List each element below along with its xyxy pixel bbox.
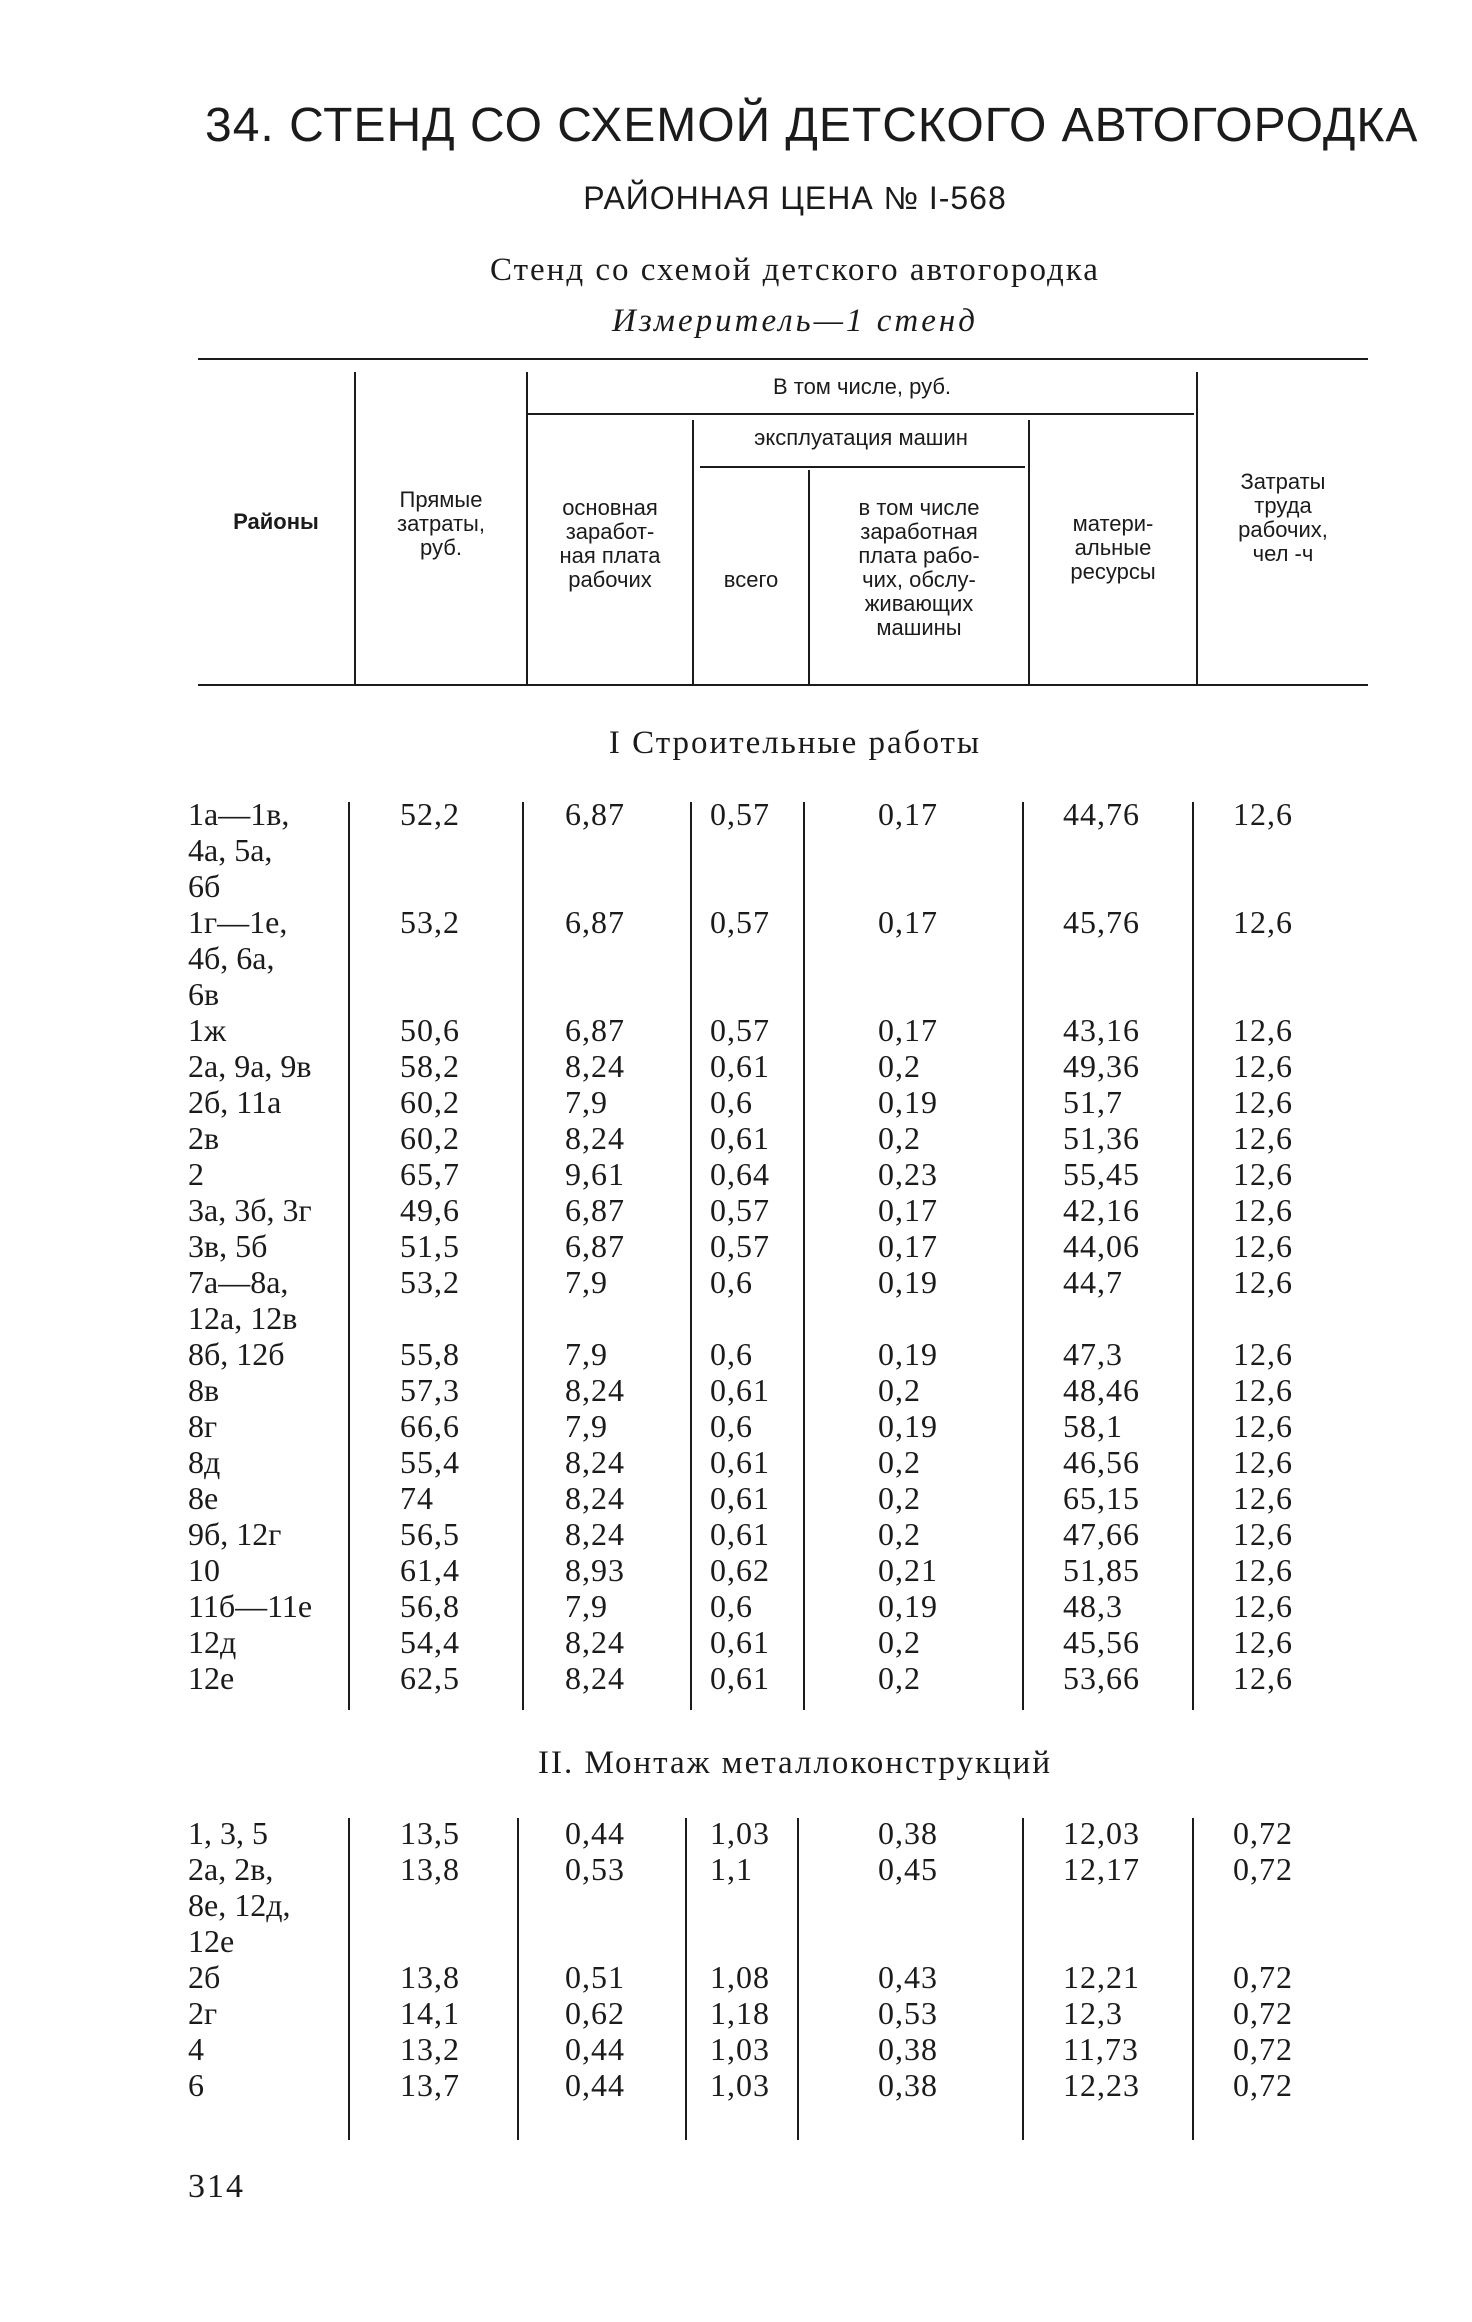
materials-cell: 47,3 xyxy=(1063,1336,1123,1372)
machine-wage-cell: 0,38 xyxy=(878,2067,938,2103)
machine-wage-cell: 0,45 xyxy=(878,1851,938,1887)
table-row xyxy=(0,1264,1472,1336)
machines-total-cell: 1,08 xyxy=(710,1959,770,1995)
column-divider xyxy=(690,802,692,1710)
materials-cell: 11,73 xyxy=(1063,2031,1139,2067)
district-cell: 2в xyxy=(188,1120,220,1156)
table-row xyxy=(0,1815,1472,1851)
materials-cell: 55,45 xyxy=(1063,1156,1140,1192)
machine-wage-cell: 0,19 xyxy=(878,1264,938,1300)
direct-cost-cell: 58,2 xyxy=(400,1048,460,1084)
district-cell: 7а—8а, 12а, 12в xyxy=(188,1264,298,1336)
labor-cell: 12,6 xyxy=(1233,1444,1293,1480)
labor-cell: 12,6 xyxy=(1233,1336,1293,1372)
machines-total-cell: 0,6 xyxy=(710,1588,753,1624)
labor-cell: 12,6 xyxy=(1233,1588,1293,1624)
machine-wage-cell: 0,19 xyxy=(878,1084,938,1120)
base-wage-cell: 0,44 xyxy=(565,2031,625,2067)
table-row xyxy=(0,1552,1472,1588)
column-divider xyxy=(1192,802,1194,1710)
machine-wage-cell: 0,2 xyxy=(878,1660,921,1696)
machines-total-cell: 0,6 xyxy=(710,1408,753,1444)
base-wage-cell: 8,24 xyxy=(565,1624,625,1660)
direct-cost-cell: 53,2 xyxy=(400,1264,460,1300)
labor-cell: 12,6 xyxy=(1233,1480,1293,1516)
materials-cell: 12,21 xyxy=(1063,1959,1140,1995)
materials-cell: 48,46 xyxy=(1063,1372,1140,1408)
base-wage-cell: 0,44 xyxy=(565,1815,625,1851)
page-number: 314 xyxy=(188,2168,245,2205)
table-row xyxy=(0,1516,1472,1552)
base-wage-cell: 7,9 xyxy=(565,1588,608,1624)
machines-total-cell: 0,6 xyxy=(710,1264,753,1300)
machine-wage-cell: 0,17 xyxy=(878,1228,938,1264)
machine-wage-cell: 0,2 xyxy=(878,1120,921,1156)
table-row xyxy=(0,1084,1472,1120)
base-wage-cell: 0,62 xyxy=(565,1995,625,2031)
materials-cell: 43,16 xyxy=(1063,1012,1140,1048)
machine-wage-cell: 0,2 xyxy=(878,1048,921,1084)
district-cell: 2 xyxy=(188,1156,204,1192)
materials-cell: 48,3 xyxy=(1063,1588,1123,1624)
direct-cost-cell: 57,3 xyxy=(400,1372,460,1408)
labor-cell: 12,6 xyxy=(1233,904,1293,940)
machines-total-cell: 0,57 xyxy=(710,1228,770,1264)
table-top-rule xyxy=(198,358,1368,360)
table-row xyxy=(0,1336,1472,1372)
table-row xyxy=(0,1444,1472,1480)
materials-cell: 53,66 xyxy=(1063,1660,1140,1696)
labor-cell: 12,6 xyxy=(1233,1372,1293,1408)
district-cell: 9б, 12г xyxy=(188,1516,282,1552)
table-row xyxy=(0,796,1472,904)
materials-cell: 12,23 xyxy=(1063,2067,1140,2103)
measure-unit: Измеритель—1 стенд xyxy=(612,303,978,339)
district-cell: 2б xyxy=(188,1959,221,1995)
column-divider xyxy=(348,1818,350,2140)
materials-cell: 44,7 xyxy=(1063,1264,1123,1300)
district-cell: 12е xyxy=(188,1660,235,1696)
table-row xyxy=(0,1156,1472,1192)
materials-cell: 51,85 xyxy=(1063,1552,1140,1588)
direct-cost-cell: 51,5 xyxy=(400,1228,460,1264)
header-districts: Районы xyxy=(233,509,319,534)
district-cell: 1ж xyxy=(188,1012,227,1048)
direct-cost-cell: 13,7 xyxy=(400,2067,460,2103)
labor-cell: 0,72 xyxy=(1233,1959,1293,1995)
table-row xyxy=(0,1851,1472,1959)
machines-total-cell: 0,57 xyxy=(710,796,770,832)
column-divider xyxy=(803,802,805,1710)
materials-cell: 65,15 xyxy=(1063,1480,1140,1516)
header-machine-wage: в том числе заработная плата рабо- чих, обслу- живающих машины xyxy=(858,495,980,640)
machine-wage-cell: 0,19 xyxy=(878,1408,938,1444)
labor-cell: 0,72 xyxy=(1233,1851,1293,1887)
base-wage-cell: 7,9 xyxy=(565,1336,608,1372)
base-wage-cell: 8,24 xyxy=(565,1372,625,1408)
direct-cost-cell: 14,1 xyxy=(400,1995,460,2031)
machine-wage-cell: 0,2 xyxy=(878,1372,921,1408)
labor-cell: 12,6 xyxy=(1233,796,1293,832)
direct-cost-cell: 56,8 xyxy=(400,1588,460,1624)
section-title: II. Монтаж металлоконструкций xyxy=(538,1745,1052,1781)
materials-cell: 45,56 xyxy=(1063,1624,1140,1660)
base-wage-cell: 6,87 xyxy=(565,1012,625,1048)
table-row xyxy=(0,904,1472,1012)
direct-cost-cell: 65,7 xyxy=(400,1156,460,1192)
table-row xyxy=(0,1959,1472,1995)
materials-cell: 12,3 xyxy=(1063,1995,1123,2031)
labor-cell: 12,6 xyxy=(1233,1048,1293,1084)
machines-total-cell: 0,61 xyxy=(710,1624,770,1660)
base-wage-cell: 7,9 xyxy=(565,1264,608,1300)
direct-cost-cell: 66,6 xyxy=(400,1408,460,1444)
machine-wage-cell: 0,17 xyxy=(878,1012,938,1048)
machine-wage-cell: 0,23 xyxy=(878,1156,938,1192)
machines-total-cell: 1,03 xyxy=(710,2031,770,2067)
machine-wage-cell: 0,43 xyxy=(878,1959,938,1995)
machines-total-cell: 0,61 xyxy=(710,1372,770,1408)
machines-total-cell: 0,61 xyxy=(710,1048,770,1084)
labor-cell: 12,6 xyxy=(1233,1192,1293,1228)
machines-total-cell: 0,61 xyxy=(710,1516,770,1552)
materials-cell: 47,66 xyxy=(1063,1516,1140,1552)
table-row xyxy=(0,1660,1472,1696)
machines-rule xyxy=(700,466,1025,468)
machines-total-cell: 0,61 xyxy=(710,1444,770,1480)
column-divider xyxy=(1022,1818,1024,2140)
materials-cell: 51,36 xyxy=(1063,1120,1140,1156)
machine-wage-cell: 0,17 xyxy=(878,796,938,832)
table-row xyxy=(0,2067,1472,2103)
materials-cell: 12,17 xyxy=(1063,1851,1140,1887)
base-wage-cell: 8,24 xyxy=(565,1120,625,1156)
header-bottom-rule xyxy=(198,684,1368,686)
district-cell: 2а, 9а, 9в xyxy=(188,1048,312,1084)
direct-cost-cell: 50,6 xyxy=(400,1012,460,1048)
materials-cell: 12,03 xyxy=(1063,1815,1140,1851)
header-machines-total: всего xyxy=(723,567,779,592)
section-rows xyxy=(0,796,1472,1696)
materials-cell: 44,06 xyxy=(1063,1228,1140,1264)
table-row xyxy=(0,1995,1472,2031)
table-row xyxy=(0,1012,1472,1048)
section-title: I Строительные работы xyxy=(608,725,982,761)
district-cell: 3а, 3б, 3г xyxy=(188,1192,312,1228)
labor-cell: 12,6 xyxy=(1233,1156,1293,1192)
materials-cell: 46,56 xyxy=(1063,1444,1140,1480)
column-divider xyxy=(1192,1818,1194,2140)
header-divider xyxy=(692,420,694,684)
base-wage-cell: 6,87 xyxy=(565,904,625,940)
table-row xyxy=(0,1192,1472,1228)
machine-wage-cell: 0,19 xyxy=(878,1588,938,1624)
machines-total-cell: 1,1 xyxy=(710,1851,753,1887)
district-cell: 10 xyxy=(188,1552,220,1588)
base-wage-cell: 6,87 xyxy=(565,796,625,832)
header-base-wage: основная заработ- ная плата рабочих xyxy=(559,495,661,592)
district-cell: 1, 3, 5 xyxy=(188,1815,268,1851)
district-cell: 8е xyxy=(188,1480,219,1516)
column-divider xyxy=(685,1818,687,2140)
base-wage-cell: 0,51 xyxy=(565,1959,625,1995)
price-code: РАЙОННАЯ ЦЕНА № I-568 xyxy=(583,180,1007,216)
base-wage-cell: 8,24 xyxy=(565,1516,625,1552)
district-cell: 11б—11е xyxy=(188,1588,313,1624)
table-row xyxy=(0,1048,1472,1084)
header-direct-costs: Прямые затраты, руб. xyxy=(397,487,485,560)
table-row xyxy=(0,1120,1472,1156)
labor-cell: 0,72 xyxy=(1233,1815,1293,1851)
labor-cell: 12,6 xyxy=(1233,1120,1293,1156)
machines-total-cell: 0,64 xyxy=(710,1156,770,1192)
district-cell: 8в xyxy=(188,1372,220,1408)
direct-cost-cell: 13,2 xyxy=(400,2031,460,2067)
machine-wage-cell: 0,2 xyxy=(878,1444,921,1480)
machine-wage-cell: 0,2 xyxy=(878,1516,921,1552)
table-row xyxy=(0,2031,1472,2067)
direct-cost-cell: 54,4 xyxy=(400,1624,460,1660)
machine-wage-cell: 0,2 xyxy=(878,1480,921,1516)
district-cell: 2г xyxy=(188,1995,218,2031)
machine-wage-cell: 0,38 xyxy=(878,1815,938,1851)
machines-total-cell: 0,57 xyxy=(710,904,770,940)
direct-cost-cell: 74 xyxy=(400,1480,434,1516)
machines-total-cell: 0,6 xyxy=(710,1084,753,1120)
labor-cell: 12,6 xyxy=(1233,1660,1293,1696)
direct-cost-cell: 61,4 xyxy=(400,1552,460,1588)
direct-cost-cell: 60,2 xyxy=(400,1084,460,1120)
district-cell: 3в, 5б xyxy=(188,1228,268,1264)
machines-total-cell: 0,61 xyxy=(710,1660,770,1696)
direct-cost-cell: 13,5 xyxy=(400,1815,460,1851)
direct-cost-cell: 13,8 xyxy=(400,1959,460,1995)
header-machines: эксплуатация машин xyxy=(754,425,968,450)
labor-cell: 12,6 xyxy=(1233,1084,1293,1120)
labor-cell: 12,6 xyxy=(1233,1552,1293,1588)
incl-rule xyxy=(526,413,1194,415)
machine-wage-cell: 0,53 xyxy=(878,1995,938,2031)
table-row xyxy=(0,1480,1472,1516)
district-cell: 8г xyxy=(188,1408,218,1444)
header-labor: Затраты труда рабочих, чел -ч xyxy=(1238,469,1328,566)
labor-cell: 0,72 xyxy=(1233,2031,1293,2067)
labor-cell: 12,6 xyxy=(1233,1408,1293,1444)
direct-cost-cell: 49,6 xyxy=(400,1192,460,1228)
district-cell: 4 xyxy=(188,2031,204,2067)
labor-cell: 12,6 xyxy=(1233,1516,1293,1552)
base-wage-cell: 8,93 xyxy=(565,1552,625,1588)
machines-total-cell: 0,57 xyxy=(710,1192,770,1228)
column-divider xyxy=(1022,802,1024,1710)
column-divider xyxy=(797,1818,799,2140)
machines-total-cell: 1,18 xyxy=(710,1995,770,2031)
direct-cost-cell: 13,8 xyxy=(400,1851,460,1887)
machine-wage-cell: 0,17 xyxy=(878,1192,938,1228)
district-cell: 6 xyxy=(188,2067,204,2103)
materials-cell: 51,7 xyxy=(1063,1084,1123,1120)
column-divider xyxy=(522,802,524,1710)
base-wage-cell: 8,24 xyxy=(565,1480,625,1516)
header-materials: матери- альные ресурсы xyxy=(1070,511,1156,584)
labor-cell: 12,6 xyxy=(1233,1624,1293,1660)
machine-wage-cell: 0,2 xyxy=(878,1624,921,1660)
machines-total-cell: 1,03 xyxy=(710,1815,770,1851)
materials-cell: 45,76 xyxy=(1063,904,1140,940)
machines-total-cell: 1,03 xyxy=(710,2067,770,2103)
machine-wage-cell: 0,38 xyxy=(878,2031,938,2067)
district-cell: 8д xyxy=(188,1444,221,1480)
page-title: 34. СТЕНД СО СХЕМОЙ ДЕТСКОГО АВТОГОРОДКА xyxy=(205,99,1419,152)
direct-cost-cell: 55,8 xyxy=(400,1336,460,1372)
table-row xyxy=(0,1588,1472,1624)
base-wage-cell: 0,44 xyxy=(565,2067,625,2103)
direct-cost-cell: 52,2 xyxy=(400,796,460,832)
labor-cell: 12,6 xyxy=(1233,1228,1293,1264)
table-row xyxy=(0,1372,1472,1408)
base-wage-cell: 6,87 xyxy=(565,1192,625,1228)
machines-total-cell: 0,61 xyxy=(710,1120,770,1156)
labor-cell: 12,6 xyxy=(1233,1264,1293,1300)
machine-wage-cell: 0,21 xyxy=(878,1552,938,1588)
labor-cell: 0,72 xyxy=(1233,2067,1293,2103)
district-cell: 2б, 11а xyxy=(188,1084,282,1120)
district-cell: 2а, 2в, 8е, 12д, 12е xyxy=(188,1851,291,1959)
table-row xyxy=(0,1408,1472,1444)
machines-total-cell: 0,6 xyxy=(710,1336,753,1372)
direct-cost-cell: 53,2 xyxy=(400,904,460,940)
machines-total-cell: 0,61 xyxy=(710,1480,770,1516)
direct-cost-cell: 60,2 xyxy=(400,1120,460,1156)
section-rows xyxy=(0,1815,1472,2103)
district-cell: 1г—1е, 4б, 6а, 6в xyxy=(188,904,288,1012)
district-cell: 8б, 12б xyxy=(188,1336,285,1372)
direct-cost-cell: 62,5 xyxy=(400,1660,460,1696)
base-wage-cell: 7,9 xyxy=(565,1408,608,1444)
materials-cell: 49,36 xyxy=(1063,1048,1140,1084)
base-wage-cell: 8,24 xyxy=(565,1048,625,1084)
table-row xyxy=(0,1624,1472,1660)
base-wage-cell: 0,53 xyxy=(565,1851,625,1887)
base-wage-cell: 9,61 xyxy=(565,1156,625,1192)
labor-cell: 0,72 xyxy=(1233,1995,1293,2031)
direct-cost-cell: 56,5 xyxy=(400,1516,460,1552)
column-divider xyxy=(348,802,350,1710)
machines-total-cell: 0,57 xyxy=(710,1012,770,1048)
materials-cell: 42,16 xyxy=(1063,1192,1140,1228)
base-wage-cell: 8,24 xyxy=(565,1444,625,1480)
base-wage-cell: 6,87 xyxy=(565,1228,625,1264)
district-cell: 1а—1в, 4а, 5а, 6б xyxy=(188,796,290,904)
materials-cell: 58,1 xyxy=(1063,1408,1123,1444)
header-including: В том числе, руб. xyxy=(772,374,952,399)
column-divider xyxy=(517,1818,519,2140)
base-wage-cell: 7,9 xyxy=(565,1084,608,1120)
labor-cell: 12,6 xyxy=(1233,1012,1293,1048)
direct-cost-cell: 55,4 xyxy=(400,1444,460,1480)
district-cell: 12д xyxy=(188,1624,237,1660)
machine-wage-cell: 0,19 xyxy=(878,1336,938,1372)
table-caption: Стенд со схемой детского автогородка xyxy=(490,252,1100,288)
machine-wage-cell: 0,17 xyxy=(878,904,938,940)
base-wage-cell: 8,24 xyxy=(565,1660,625,1696)
materials-cell: 44,76 xyxy=(1063,796,1140,832)
machines-total-cell: 0,62 xyxy=(710,1552,770,1588)
table-row xyxy=(0,1228,1472,1264)
